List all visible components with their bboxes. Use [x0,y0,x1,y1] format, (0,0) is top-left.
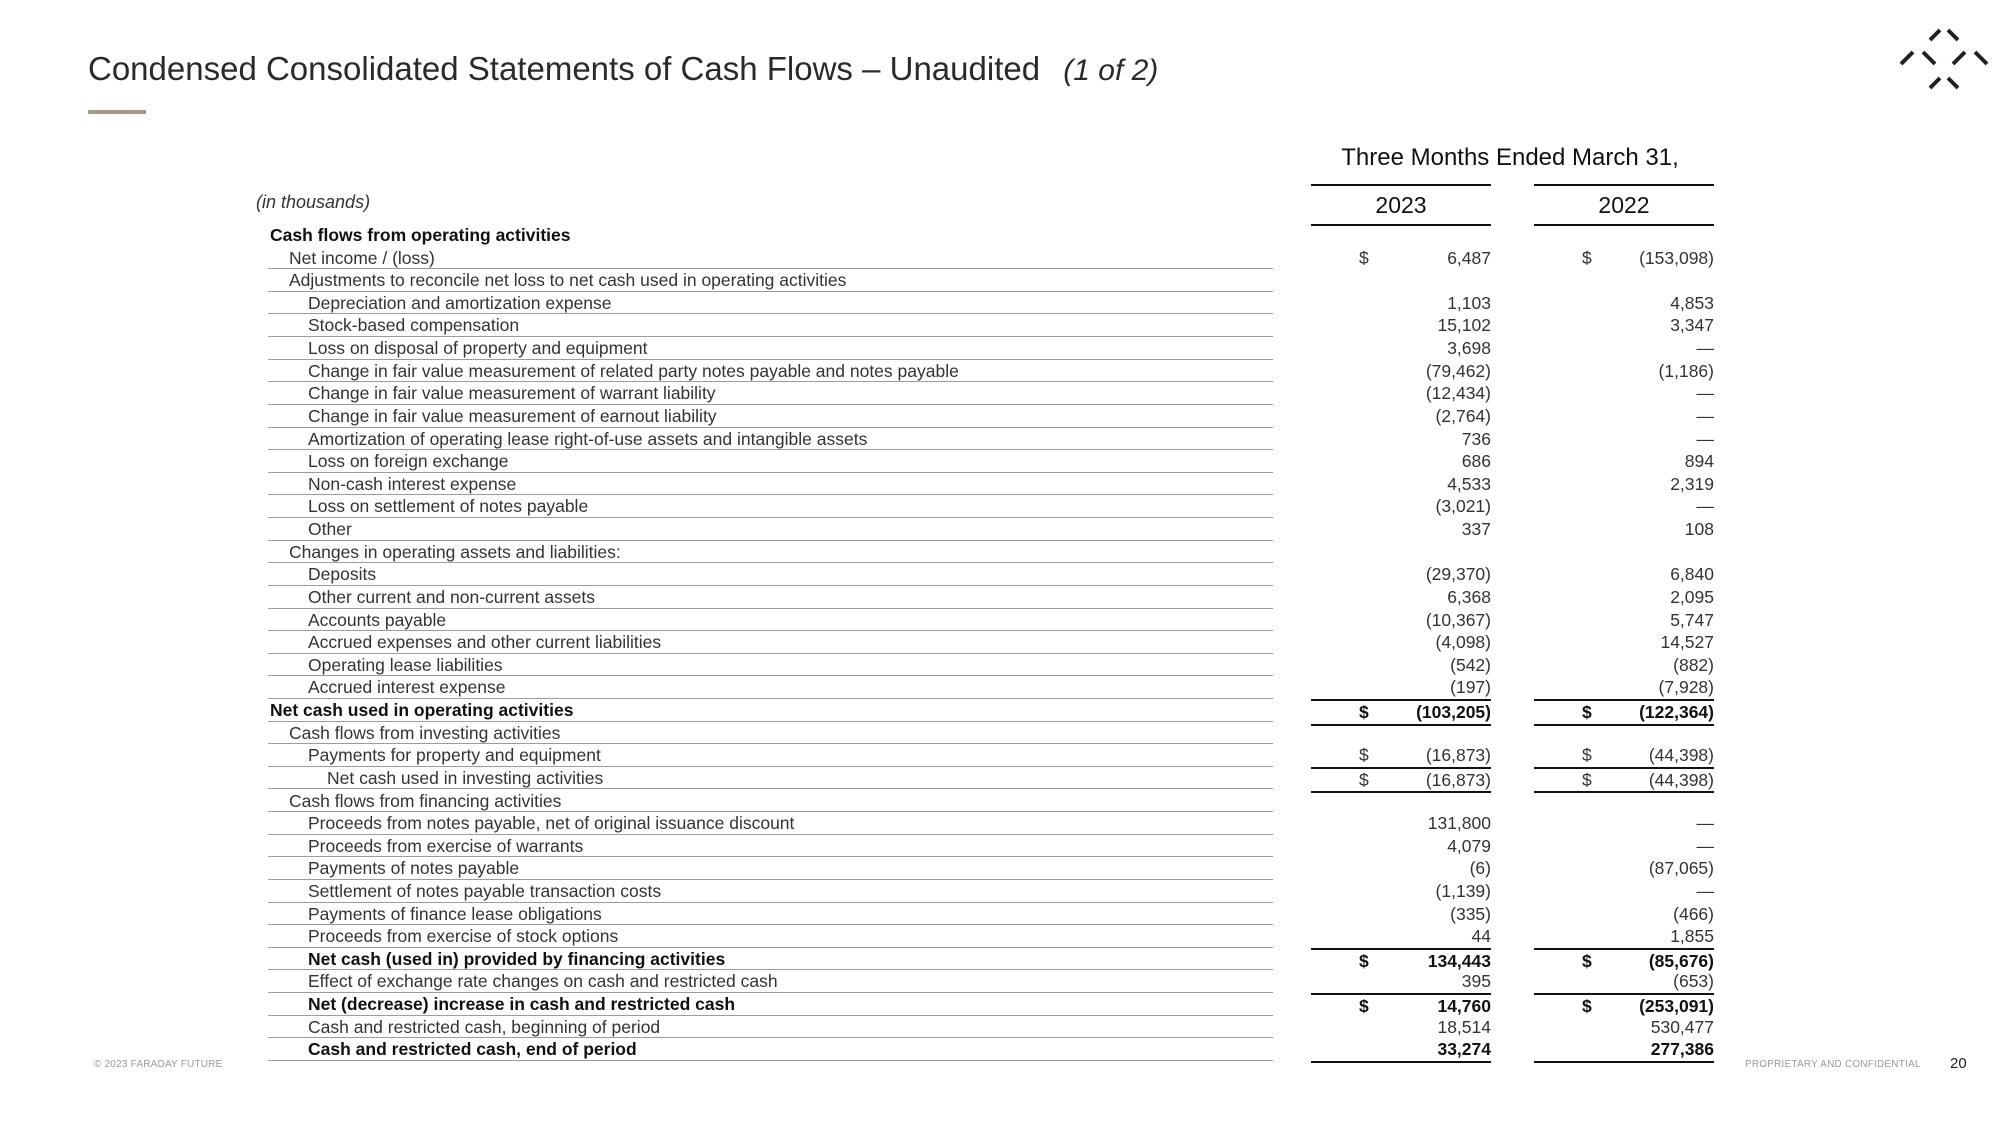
table-row [0,224,2000,247]
value-cell-2022 [1534,835,1714,858]
value-cell-2023 [1311,812,1491,835]
table-row [0,1016,2000,1039]
value-cell-2022 [1534,382,1714,405]
row-label: Depreciation and amortization expense [308,292,612,313]
value-cell-2023 [1311,925,1491,948]
table-row [0,563,2000,586]
row-label: Adjustments to reconcile net loss to net cash used in operating activities [289,270,847,291]
amount-value: (1,186) [1658,360,1714,381]
amount-value: (253,091) [1639,996,1714,1017]
table-row [0,314,2000,337]
value-cell-2023 [1311,269,1491,292]
title-text: Condensed Consolidated Statements of Cash Flows – Unaudited [88,50,1041,87]
amount-value: 33,274 [1437,1039,1491,1060]
row-label: Changes in operating assets and liabilities: [289,541,621,562]
row-label: Other current and non-current assets [308,586,595,607]
table-row [0,1038,2000,1061]
amount-value: (6) [1469,858,1491,879]
currency-symbol: $ [1582,745,1592,766]
table-row [0,405,2000,428]
amount-value: 4,079 [1447,835,1491,856]
value-cell-2023 [1311,518,1491,541]
row-label: Operating lease liabilities [308,654,503,675]
table-row [0,292,2000,315]
amount-value: 530,477 [1650,1016,1714,1037]
value-cell-2022 [1534,1038,1714,1063]
value-cell-2022 [1534,812,1714,835]
value-cell-2022 [1534,925,1714,948]
table-row [0,744,2000,767]
value-cell-2022 [1534,428,1714,451]
amount-value: (16,873) [1425,769,1491,790]
row-label: Stock-based compensation [308,315,520,336]
value-cell-2023 [1311,857,1491,880]
value-cell-2023 [1311,405,1491,428]
faraday-future-logo-icon [1895,26,1993,96]
value-cell-2023 [1311,790,1491,813]
row-label: Other [308,519,352,540]
period-header: Three Months Ended March 31, [1341,144,1679,171]
value-cell-2023 [1311,880,1491,903]
value-cell-2023 [1311,993,1491,1018]
row-label: Effect of exchange rate changes on cash and restricted cash [308,971,778,992]
table-row [0,631,2000,654]
amount-value: 44 [1471,926,1491,947]
value-cell-2023 [1311,337,1491,360]
amount-value: (85,676) [1648,950,1714,971]
amount-value: 131,800 [1427,813,1491,834]
row-label: Cash flows from financing activities [289,790,562,811]
currency-symbol: $ [1582,996,1592,1017]
amount-value: 3,698 [1447,338,1491,359]
value-cell-2023 [1311,970,1491,993]
amount-value: (466) [1673,903,1714,924]
table-row [0,903,2000,926]
value-cell-2022 [1534,654,1714,677]
table-row [0,722,2000,745]
page-title [88,50,1158,88]
amount-value: 15,102 [1437,315,1491,336]
amount-value: 2,095 [1670,586,1714,607]
value-cell-2022 [1534,903,1714,926]
value-cell-2022 [1534,292,1714,315]
row-label: Net income / (loss) [289,247,435,268]
value-cell-2022 [1534,880,1714,903]
amount-value: 894 [1684,451,1714,472]
row-label: Net cash used in operating activities [270,700,574,721]
amount-value: — [1696,835,1714,856]
table-row [0,473,2000,496]
row-label: Deposits [308,564,377,585]
row-label: Proceeds from exercise of stock options [308,926,619,947]
value-cell-2023 [1311,654,1491,677]
row-label: Change in fair value measurement of warrant liability [308,383,716,404]
value-cell-2022 [1534,360,1714,383]
value-cell-2022 [1534,744,1714,767]
value-cell-2023 [1311,1016,1491,1039]
value-cell-2022 [1534,970,1714,993]
table-row [0,247,2000,270]
value-cell-2023 [1311,563,1491,586]
amount-value: 5,747 [1670,609,1714,630]
row-label: Cash flows from operating activities [270,225,571,245]
amount-value: (122,364) [1639,702,1714,723]
table-row [0,676,2000,699]
value-cell-2023 [1311,495,1491,518]
amount-value: 395 [1461,971,1491,992]
amount-value: — [1696,813,1714,834]
table-row [0,428,2000,451]
amount-value: (87,065) [1648,858,1714,879]
currency-symbol: $ [1359,247,1369,268]
value-cell-2023 [1311,835,1491,858]
row-label: Net (decrease) increase in cash and restricted cash [308,994,736,1015]
row-label: Non-cash interest expense [308,473,517,494]
value-cell-2022 [1534,722,1714,745]
amount-value: 4,533 [1447,473,1491,494]
amount-value: (882) [1673,654,1714,675]
value-cell-2022 [1534,541,1714,564]
table-row [0,767,2000,790]
value-cell-2023 [1311,541,1491,564]
amount-value: (29,370) [1425,564,1491,585]
value-cell-2022 [1534,269,1714,292]
value-cell-2023 [1311,314,1491,337]
row-label: Payments of finance lease obligations [308,903,602,924]
column-header-2023: 2023 [1311,184,1491,226]
amount-value: 6,840 [1670,564,1714,585]
value-cell-2022 [1534,224,1714,247]
amount-value: (10,367) [1425,609,1491,630]
row-label: Proceeds from notes payable, net of original issuance discount [308,813,795,834]
amount-value: 1,103 [1447,292,1491,313]
amount-value: (3,021) [1435,496,1491,517]
amount-value: (542) [1450,654,1491,675]
amount-value: 134,443 [1427,950,1491,971]
row-label: Loss on settlement of notes payable [308,496,589,517]
row-label: Loss on foreign exchange [308,451,509,472]
row-label: Loss on disposal of property and equipment [308,338,648,359]
currency-symbol: $ [1582,950,1592,971]
value-cell-2023 [1311,382,1491,405]
amount-value: — [1696,338,1714,359]
value-cell-2022 [1534,405,1714,428]
amount-value: (2,764) [1435,405,1491,426]
amount-value: (44,398) [1648,745,1714,766]
row-label: Net cash used in investing activities [327,767,604,788]
value-cell-2023 [1311,450,1491,473]
row-label: Payments for property and equipment [308,745,601,766]
value-cell-2022 [1534,586,1714,609]
value-cell-2022 [1534,314,1714,337]
table-row [0,541,2000,564]
amount-value: 686 [1461,451,1491,472]
amount-value: (335) [1450,903,1491,924]
amount-value: 277,386 [1650,1039,1714,1060]
amount-value: 337 [1461,519,1491,540]
value-cell-2022 [1534,450,1714,473]
value-cell-2023 [1311,676,1491,699]
value-cell-2023 [1311,292,1491,315]
amount-value: (4,098) [1435,632,1491,653]
page-number: 20 [1950,1055,1967,1072]
value-cell-2023 [1311,224,1491,247]
amount-value: (1,139) [1435,880,1491,901]
value-cell-2023 [1311,609,1491,632]
value-cell-2023 [1311,360,1491,383]
row-label: Accrued expenses and other current liabilities [308,632,662,653]
table-row [0,925,2000,948]
value-cell-2022 [1534,609,1714,632]
footer-confidential: PROPRIETARY AND CONFIDENTIAL [1745,1059,1921,1070]
row-label: Accounts payable [308,609,447,630]
amount-value: 6,487 [1447,247,1491,268]
row-label: Change in fair value measurement of earnout liability [308,405,717,426]
table-row [0,880,2000,903]
value-cell-2023 [1311,586,1491,609]
table-row [0,835,2000,858]
currency-symbol: $ [1582,247,1592,268]
amount-value: (197) [1450,677,1491,698]
value-cell-2022 [1534,631,1714,654]
value-cell-2022 [1534,337,1714,360]
row-label: Payments of notes payable [308,858,520,879]
value-cell-2023 [1311,744,1491,767]
value-cell-2022 [1534,473,1714,496]
currency-symbol: $ [1359,702,1369,723]
currency-symbol: $ [1359,769,1369,790]
table-row [0,970,2000,993]
amount-value: (12,434) [1425,383,1491,404]
column-header-2022: 2022 [1534,184,1714,226]
amount-value: 4,853 [1670,292,1714,313]
amount-value: (7,928) [1658,677,1714,698]
value-cell-2022 [1534,790,1714,813]
table-row [0,812,2000,835]
row-label: Proceeds from exercise of warrants [308,835,584,856]
row-label: Change in fair value measurement of related party notes payable and notes payable [308,360,959,381]
amount-value: 6,368 [1447,586,1491,607]
value-cell-2022 [1534,993,1714,1018]
amount-value: (103,205) [1416,702,1491,723]
row-label: Amortization of operating lease right-of-use assets and intangible assets [308,428,868,449]
value-cell-2022 [1534,495,1714,518]
table-row [0,360,2000,383]
value-cell-2023 [1311,1038,1491,1063]
amount-value: — [1696,428,1714,449]
value-cell-2022 [1534,518,1714,541]
amount-value: — [1696,383,1714,404]
value-cell-2023 [1311,428,1491,451]
amount-value: (79,462) [1425,360,1491,381]
table-row [0,450,2000,473]
value-cell-2022 [1534,1016,1714,1039]
footer-copyright: © 2023 FARADAY FUTURE [94,1059,223,1070]
table-row [0,609,2000,632]
value-cell-2023 [1311,948,1491,973]
value-cell-2022 [1534,948,1714,973]
amount-value: 3,347 [1670,315,1714,336]
table-row [0,857,2000,880]
amount-value: (44,398) [1648,769,1714,790]
table-row [0,518,2000,541]
table-row [0,382,2000,405]
row-label: Accrued interest expense [308,677,506,698]
row-label: Cash and restricted cash, beginning of period [308,1016,661,1037]
value-cell-2022 [1534,676,1714,699]
table-row [0,495,2000,518]
table-row [0,993,2000,1016]
title-subtitle: (1 of 2) [1063,54,1159,87]
amount-value: (653) [1673,971,1714,992]
amount-value: 1,855 [1670,926,1714,947]
value-cell-2023 [1311,247,1491,270]
value-cell-2022 [1534,857,1714,880]
value-cell-2023 [1311,903,1491,926]
row-label: Cash flows from investing activities [289,722,561,743]
amount-value: 14,760 [1437,996,1491,1017]
amount-value: (16,873) [1425,745,1491,766]
currency-symbol: $ [1582,702,1592,723]
currency-symbol: $ [1359,950,1369,971]
units-label: (in thousands) [256,192,371,212]
amount-value: 736 [1461,428,1491,449]
value-cell-2022 [1534,247,1714,270]
value-cell-2023 [1311,722,1491,745]
amount-value: (153,098) [1639,247,1714,268]
currency-symbol: $ [1582,769,1592,790]
title-accent-rule [88,110,146,114]
amount-value: — [1696,496,1714,517]
table-row [0,699,2000,722]
row-label: Cash and restricted cash, end of period [308,1039,637,1060]
value-cell-2023 [1311,473,1491,496]
amount-value: 2,319 [1670,473,1714,494]
currency-symbol: $ [1359,745,1369,766]
row-divider [268,1060,1273,1061]
value-cell-2023 [1311,631,1491,654]
table-row [0,586,2000,609]
currency-symbol: $ [1359,996,1369,1017]
amount-value: 14,527 [1660,632,1714,653]
table-row [0,337,2000,360]
value-cell-2022 [1534,563,1714,586]
table-row [0,269,2000,292]
amount-value: 18,514 [1437,1016,1491,1037]
row-label: Net cash (used in) provided by financing activities [308,948,726,969]
amount-value: — [1696,405,1714,426]
amount-value: 108 [1684,519,1714,540]
table-row [0,654,2000,677]
table-row [0,790,2000,813]
amount-value: — [1696,880,1714,901]
table-row [0,948,2000,971]
row-label: Settlement of notes payable transaction costs [308,880,662,901]
